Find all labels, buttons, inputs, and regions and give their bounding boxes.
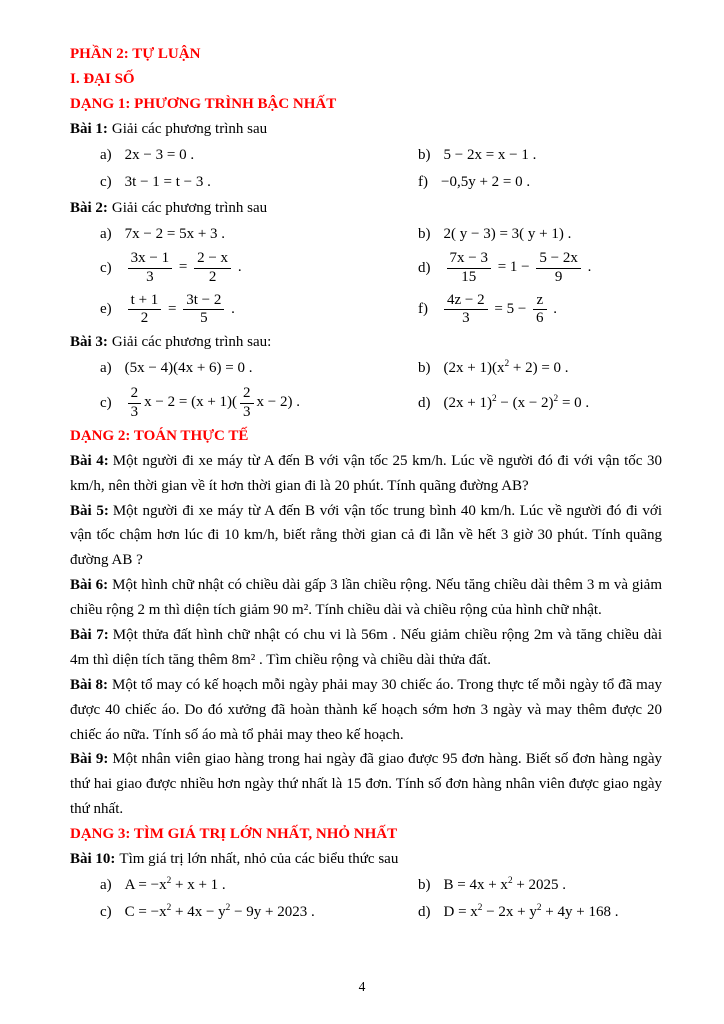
bai-7-text: Một thửa đất hình chữ nhật có chu vi là 56m . Nếu giảm chiều rộng 2m và tăng chiều dài 4m thì diện tích tăng thêm 8m² . Tìm chiều rộng và chiều dài thửa đất. [70, 626, 663, 668]
bai-3-row-2 [70, 382, 662, 424]
bai-1-row-1 [70, 142, 662, 169]
bai-5-text: Một người đi xe máy từ A đến B với vận tốc trung bình 40 km/h. Lúc về người đó đi với vận tốc chậm hơn lúc đi 10 km/h, biết rằng thời gian cả đi lẫn về hết 3 giờ 30 phút. Tính quãng đường AB ? [70, 502, 662, 569]
bai-3-intro-line [70, 330, 662, 355]
bai-6-text: Một hình chữ nhật có chiều dài gấp 3 lần chiều rộng. Nếu tăng chiều dài thêm 3 m và giảm chiều rộng 2 m thì diện tích giảm 90 m². Tính chiều dài và chiều rộng của hình chữ nhật. [70, 577, 662, 619]
math-item-bai10-a [70, 872, 388, 899]
math-expression: $\frac{4z - 2}{3}$ = 5 − $\frac{z}{6}$ . [441, 290, 557, 330]
math-item-bai3-d [388, 382, 662, 424]
bai-4-text: Một người đi xe máy từ A đến B với vận tốc 25 km/h. Lúc về người đó đi với vận tốc 30 km/h, nên thời gian về ít hơn thời gian đi là 20 phút. Tính quãng đường AB? [70, 452, 662, 494]
math-expression: −0,5y + 2 = 0 . [441, 173, 531, 190]
bai-9-label: Bài 9: [70, 751, 109, 768]
bai-10-row-2 [70, 899, 662, 926]
word-problem-bai-6 [70, 573, 662, 623]
bai-5-label: Bài 5: [70, 502, 109, 519]
math-item-bai2-b [388, 220, 662, 247]
item-label: f) [418, 301, 428, 318]
item-label: a) [100, 876, 112, 893]
page-number: 4 [358, 978, 366, 994]
bai-3-row-1 [70, 355, 662, 382]
math-item-bai2-a [70, 220, 388, 247]
word-problem-bai-5 [70, 499, 662, 574]
bai-1-label: Bài 1: [70, 120, 108, 137]
bai-2-label: Bài 2: [70, 199, 108, 216]
bai-10-row-1 [70, 872, 662, 899]
math-expression: 2x − 3 = 0 . [124, 146, 195, 163]
math-expression: $B = 4x + x^2 + 2025$ . [443, 875, 567, 893]
math-item-bai1-f [388, 169, 662, 196]
bai-2-row-1 [70, 220, 662, 247]
math-item-bai3-a [70, 355, 388, 382]
math-expression: $(2x + 1)(x^2 + 2) = 0$ . [443, 359, 569, 377]
bai-1-intro-line [70, 117, 662, 142]
item-label: c) [100, 173, 112, 190]
dang-1-heading: DẠNG 1: PHƯƠNG TRÌNH BẬC NHẤT [70, 95, 337, 112]
item-label: d) [418, 394, 431, 411]
math-item-bai10-c [70, 899, 388, 926]
math-expression: (5x − 4)(4x + 6) = 0 . [124, 360, 253, 377]
math-expression: 3t − 1 = t − 3 . [124, 173, 211, 190]
math-item-bai3-b [388, 355, 662, 382]
math-item-bai1-c [70, 169, 388, 196]
item-label: d) [418, 259, 431, 276]
dang-3-heading: DẠNG 3: TÌM GIÁ TRỊ LỚN NHẤT, NHỎ NHẤT [70, 826, 398, 843]
bai-3-intro-text: Giải các phương trình sau: [111, 334, 272, 351]
item-label: c) [100, 903, 112, 920]
math-expression: $C = -x^2 + 4x - y^2 - 9y + 2023$ . [124, 902, 315, 920]
math-item-bai3-c [70, 382, 388, 424]
word-problem-bai-9 [70, 747, 662, 822]
math-item-bai2-c [70, 247, 388, 289]
math-item-bai1-a [70, 142, 388, 169]
bai-9-text: Một nhân viên giao hàng trong hai ngày đã giao được 95 đơn hàng. Biết số đơn hàng ngày thứ hai giao được nhiều hơn ngày thứ nhất là 15 đơn. Tính số đơn hàng nhân viên được giao ngày thứ nhất. [70, 751, 663, 818]
item-label: b) [418, 360, 431, 377]
math-expression: $\frac{2}{3}$ x − 2 = (x + 1)( $\frac{2}{3}$ x − 2) . [125, 383, 300, 423]
word-problem-bai-4 [70, 449, 662, 499]
bai-1-row-2 [70, 169, 662, 196]
math-expression: $(2x + 1)^2 - (x - 2)^2 = 0$ . [443, 393, 590, 411]
word-problem-bai-7 [70, 623, 662, 673]
bai-6-label: Bài 6: [70, 577, 109, 594]
math-expression: 7x − 2 = 5x + 3 . [124, 225, 226, 242]
bai-1-intro-text: Giải các phương trình sau [111, 120, 268, 137]
item-label: a) [100, 225, 112, 242]
item-label: b) [418, 225, 431, 242]
bai-2-intro-text: Giải các phương trình sau [111, 199, 268, 216]
item-label: f) [418, 173, 428, 190]
math-item-bai1-b [388, 142, 662, 169]
item-label: b) [418, 876, 431, 893]
item-label: e) [100, 301, 112, 318]
item-label: a) [100, 360, 112, 377]
bai-2-row-3 [70, 289, 662, 331]
math-item-bai2-d [388, 247, 662, 289]
math-expression: $A = -x^2 + x + 1$ . [124, 875, 226, 893]
item-label: c) [100, 394, 112, 411]
item-label: a) [100, 146, 112, 163]
item-label: d) [418, 903, 431, 920]
bai-10-intro-text: Tìm giá trị lớn nhất, nhỏ của các biểu thức sau [119, 850, 399, 867]
bai-7-label: Bài 7: [70, 626, 109, 643]
math-expression: $D = x^2 - 2x + y^2 + 4y + 168$ . [443, 902, 619, 920]
bai-8-label: Bài 8: [70, 676, 109, 693]
math-item-bai2-f [388, 289, 662, 331]
bai-10-intro-line [70, 847, 662, 872]
bai-8-text: Một tổ may có kế hoạch mỗi ngày phải may 30 chiếc áo. Trong thực tế mỗi ngày tổ đã may được 40 chiếc áo. Do đó xưởng đã hoàn thành kế hoạch sớm hơn 3 ngày và may thêm được 20 chiếc áo nữa. Tính số áo mà tổ phải may theo kế hoạch. [70, 676, 663, 743]
bai-2-intro-line [70, 196, 662, 221]
part-heading: PHẦN 2: TỰ LUẬN [70, 46, 201, 62]
item-label: c) [100, 259, 112, 276]
math-item-bai2-e [70, 289, 388, 331]
dang-2-heading: DẠNG 2: TOÁN THỰC TẾ [70, 427, 249, 444]
math-item-bai10-d [388, 899, 662, 926]
math-expression: $\frac{3x - 1}{3}$ = $\frac{2 - x}{2}$ . [125, 248, 242, 288]
bai-2-row-2 [70, 247, 662, 289]
bai-10-label: Bài 10: [70, 850, 116, 867]
math-expression: $\frac{7x - 3}{15}$ = 1 − $\frac{5 - 2x}{9}$ . [444, 248, 592, 288]
item-label: b) [418, 146, 431, 163]
bai-3-label: Bài 3: [70, 334, 108, 351]
section-heading: I. ĐẠI SỐ [70, 70, 135, 87]
bai-4-label: Bài 4: [70, 452, 109, 469]
math-expression: 5 − 2x = x − 1 . [443, 146, 537, 163]
math-expression: 2( y − 3) = 3( y + 1) . [443, 225, 572, 242]
word-problem-bai-8 [70, 673, 662, 748]
math-expression: $\frac{t + 1}{2}$ = $\frac{3t - 2}{5}$ . [125, 290, 235, 330]
math-item-bai10-b [388, 872, 662, 899]
